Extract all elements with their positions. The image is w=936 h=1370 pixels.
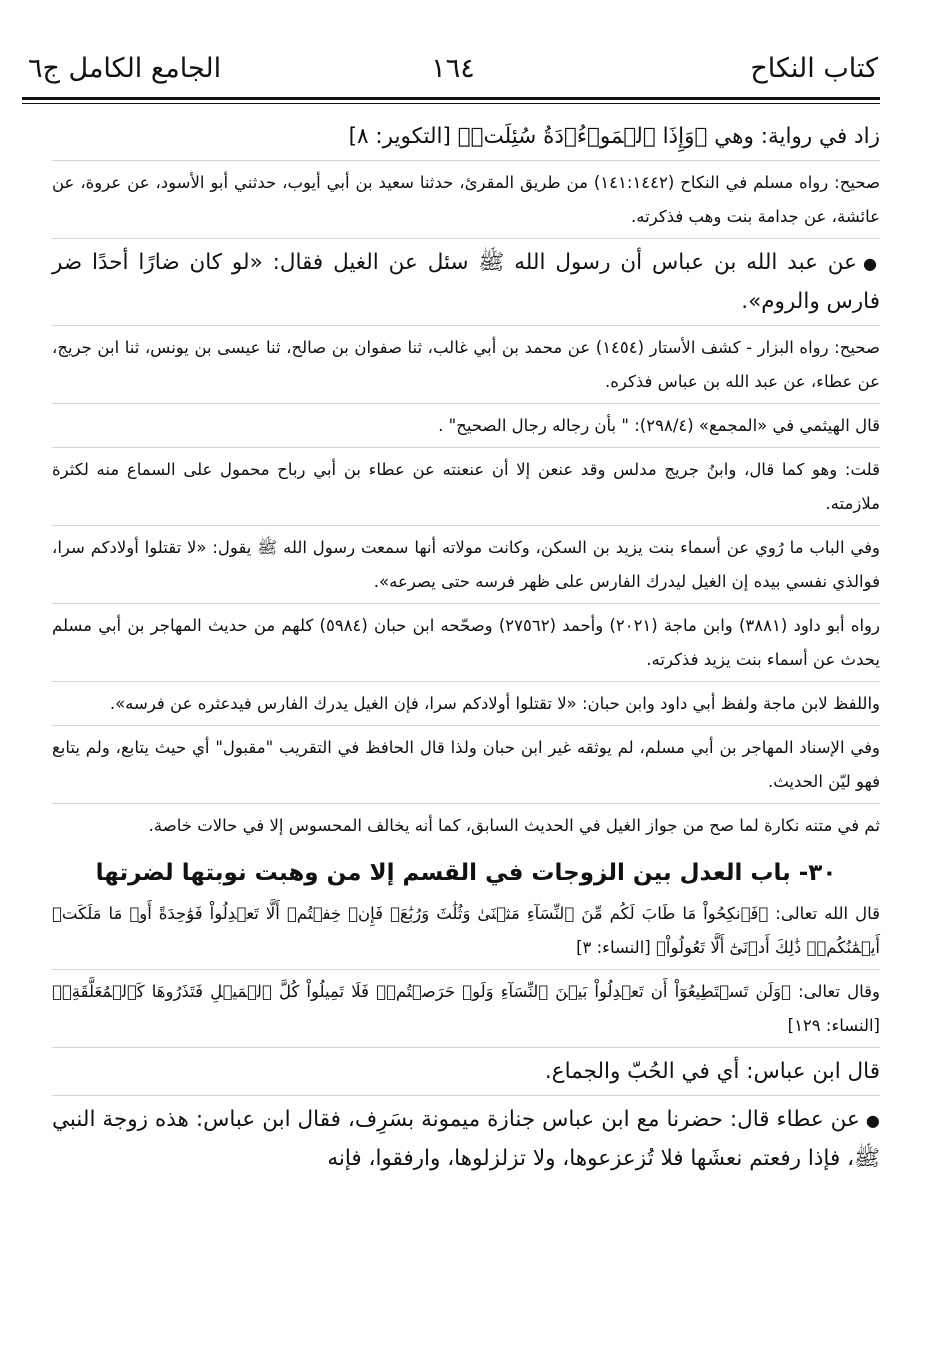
book-title: الجامع الكامل ج٦ bbox=[28, 53, 222, 84]
paragraph-text: وفي الباب ما رُوي عن أسماء بنت يزيد بن السكن، وكانت مولاته أنها سمعت رسول الله ﷺ يقول: «لا تقتلوا أولادكم سرا، فوالذي نفسي بيده إن الغيل ليدرك الفارس على ظهر فرسه حتى يصرعه». bbox=[52, 538, 880, 591]
paragraph-text: زاد في رواية: وهي ﴿وَإِذَا ٱلۡمَوۡءُۥدَةُ سُئِلَتۡ﴾ [التكوير: ٨] bbox=[348, 124, 880, 149]
paragraph-5 bbox=[52, 409, 880, 443]
divider bbox=[52, 525, 880, 526]
paragraph-text: قال الهيثمي في «المجمع» (٢٩٨/٤): " بأن رجاله رجال الصحيح" . bbox=[438, 416, 880, 435]
paragraph-text: وقال تعالى: ﴿وَلَن تَسۡتَطِيعُوٓاْ أَن تَعۡدِلُواْ بَيۡنَ ٱلنِّسَآءِ وَلَوۡ حَرَصۡتُمۡۖ فَلَا تَمِيلُواْ كُلَّ ٱلۡمَيۡلِ فَتَذَرُوهَا كَٱلۡمُعَلَّقَةِۚ﴾ [النساء: ١٢٩] bbox=[52, 982, 880, 1035]
paragraph-text: عن عبد الله بن عباس أن رسول الله ﷺ سئل عن الغيل فقال: «لو كان ضارًا أحدًا ضر فارس والروم». bbox=[52, 250, 880, 314]
paragraph-text: وفي الإسناد المهاجر بن أبي مسلم، لم يوثقه غير ابن حبان ولذا قال الحافظ في التقريب "مقبول" أي حيث يتابع، ولم يتابع فهو ليّن الحديث. bbox=[52, 738, 880, 791]
divider bbox=[52, 447, 880, 448]
divider bbox=[52, 603, 880, 604]
paragraph-text: ثم في متنه نكارة لما صح من جواز الغيل في الحديث السابق، كما أنه يخالف المحسوس إلا في حالات خاصة. bbox=[148, 816, 880, 835]
paragraph-11 bbox=[52, 809, 880, 843]
paragraph-4 bbox=[52, 331, 880, 399]
divider bbox=[52, 238, 880, 239]
paragraph-8 bbox=[52, 609, 880, 677]
divider bbox=[52, 969, 880, 970]
paragraph-text: قلت: وهو كما قال، وابنُ جريج مدلس وقد عنعن إلا أن عنعنته عن عطاء بن أبي رباح محمول على السماع منه لكثرة ملازمته. bbox=[52, 460, 880, 513]
paragraph-text: رواه أبو داود (٣٨٨١) وابن ماجة (٢٠٢١) وأحمد (٢٧٥٦٢) وصحّحه ابن حبان (٥٩٨٤) كلهم من حديث المهاجر بن أبي مسلم يحدث عن أسماء بنت يزيد فذكرته. bbox=[52, 616, 880, 669]
paragraph-text: واللفظ لابن ماجة ولفظ أبي داود وابن حبان: «لا تقتلوا أولادكم سرا، فإن الغيل يدرك الفارس فيدعثره عن فرسه». bbox=[109, 694, 880, 713]
paragraph-3 bbox=[52, 244, 880, 321]
bullet-marker: ● bbox=[865, 1111, 880, 1130]
paragraph-6 bbox=[52, 453, 880, 521]
paragraph-15 bbox=[52, 1101, 880, 1178]
bullet-marker: ● bbox=[862, 254, 880, 273]
paragraph-text: قال ابن عباس: أي في الحُبّ والجماع. bbox=[544, 1059, 880, 1084]
paragraph-text: صحيح: رواه البزار - كشف الأستار (١٤٥٤) عن محمد بن أبي غالب، ثنا صفوان بن صالح، ثنا عيسى بن يونس، ثنا ابن جريج، عن عطاء، عن عبد الله بن عباس فذكره. bbox=[52, 338, 880, 391]
page-number: ١٦٤ bbox=[431, 53, 475, 84]
divider bbox=[52, 803, 880, 804]
divider bbox=[52, 1047, 880, 1048]
divider bbox=[52, 681, 880, 682]
divider bbox=[52, 1095, 880, 1096]
paragraph-14 bbox=[52, 1053, 880, 1091]
paragraph-7 bbox=[52, 531, 880, 599]
divider bbox=[52, 725, 880, 726]
header-rule-thin bbox=[22, 103, 880, 104]
paragraph-9 bbox=[52, 687, 880, 721]
divider bbox=[52, 325, 880, 326]
page-body bbox=[52, 118, 880, 1178]
paragraph-2 bbox=[52, 166, 880, 234]
divider bbox=[52, 403, 880, 404]
paragraph-1 bbox=[52, 118, 880, 156]
running-header bbox=[28, 46, 878, 92]
book-chapter-name: كتاب النكاح bbox=[750, 53, 878, 84]
paragraph-text: صحيح: رواه مسلم في النكاح (١٤١:١٤٤٢) من طريق المقرئ، حدثنا سعيد بن أبي أيوب، حدثني أبو الأسود، عن عروة، عن عائشة، عن جدامة بنت وهب فذكرته. bbox=[52, 173, 880, 226]
paragraph-13 bbox=[52, 975, 880, 1043]
paragraph-text: قال الله تعالى: ﴿فَٱنكِحُواْ مَا طَابَ لَكُم مِّنَ ٱلنِّسَآءِ مَثۡنَىٰ وَثُلَٰثَ وَرُبَٰعَۖ فَإِنۡ خِفۡتُمۡ أَلَّا تَعۡدِلُواْ فَوَٰحِدَةً أَوۡ مَا مَلَكَتۡ أَيۡمَٰنُكُمۡۚ ذَٰلِكَ أَدۡنَىٰٓ أَلَّا تَعُولُواْ﴾ [النساء: ٣] bbox=[52, 904, 880, 957]
paragraph-10 bbox=[52, 731, 880, 799]
paragraph-12 bbox=[52, 897, 880, 965]
header-rule bbox=[22, 97, 880, 100]
paragraph-text: عن عطاء قال: حضرنا مع ابن عباس جنازة ميمونة بسَرِف، فقال ابن عباس: هذه زوجة النبي ﷺ، فإذا رفعتم نعشَها فلا تُزعزعوها، ولا تزلزلوها، وارفقوا، فإنه bbox=[52, 1107, 880, 1171]
divider bbox=[52, 160, 880, 161]
chapter-heading: ٣٠- باب العدل بين الزوجات في القسم إلا من وهبت نوبتها لضرتها bbox=[95, 860, 837, 886]
